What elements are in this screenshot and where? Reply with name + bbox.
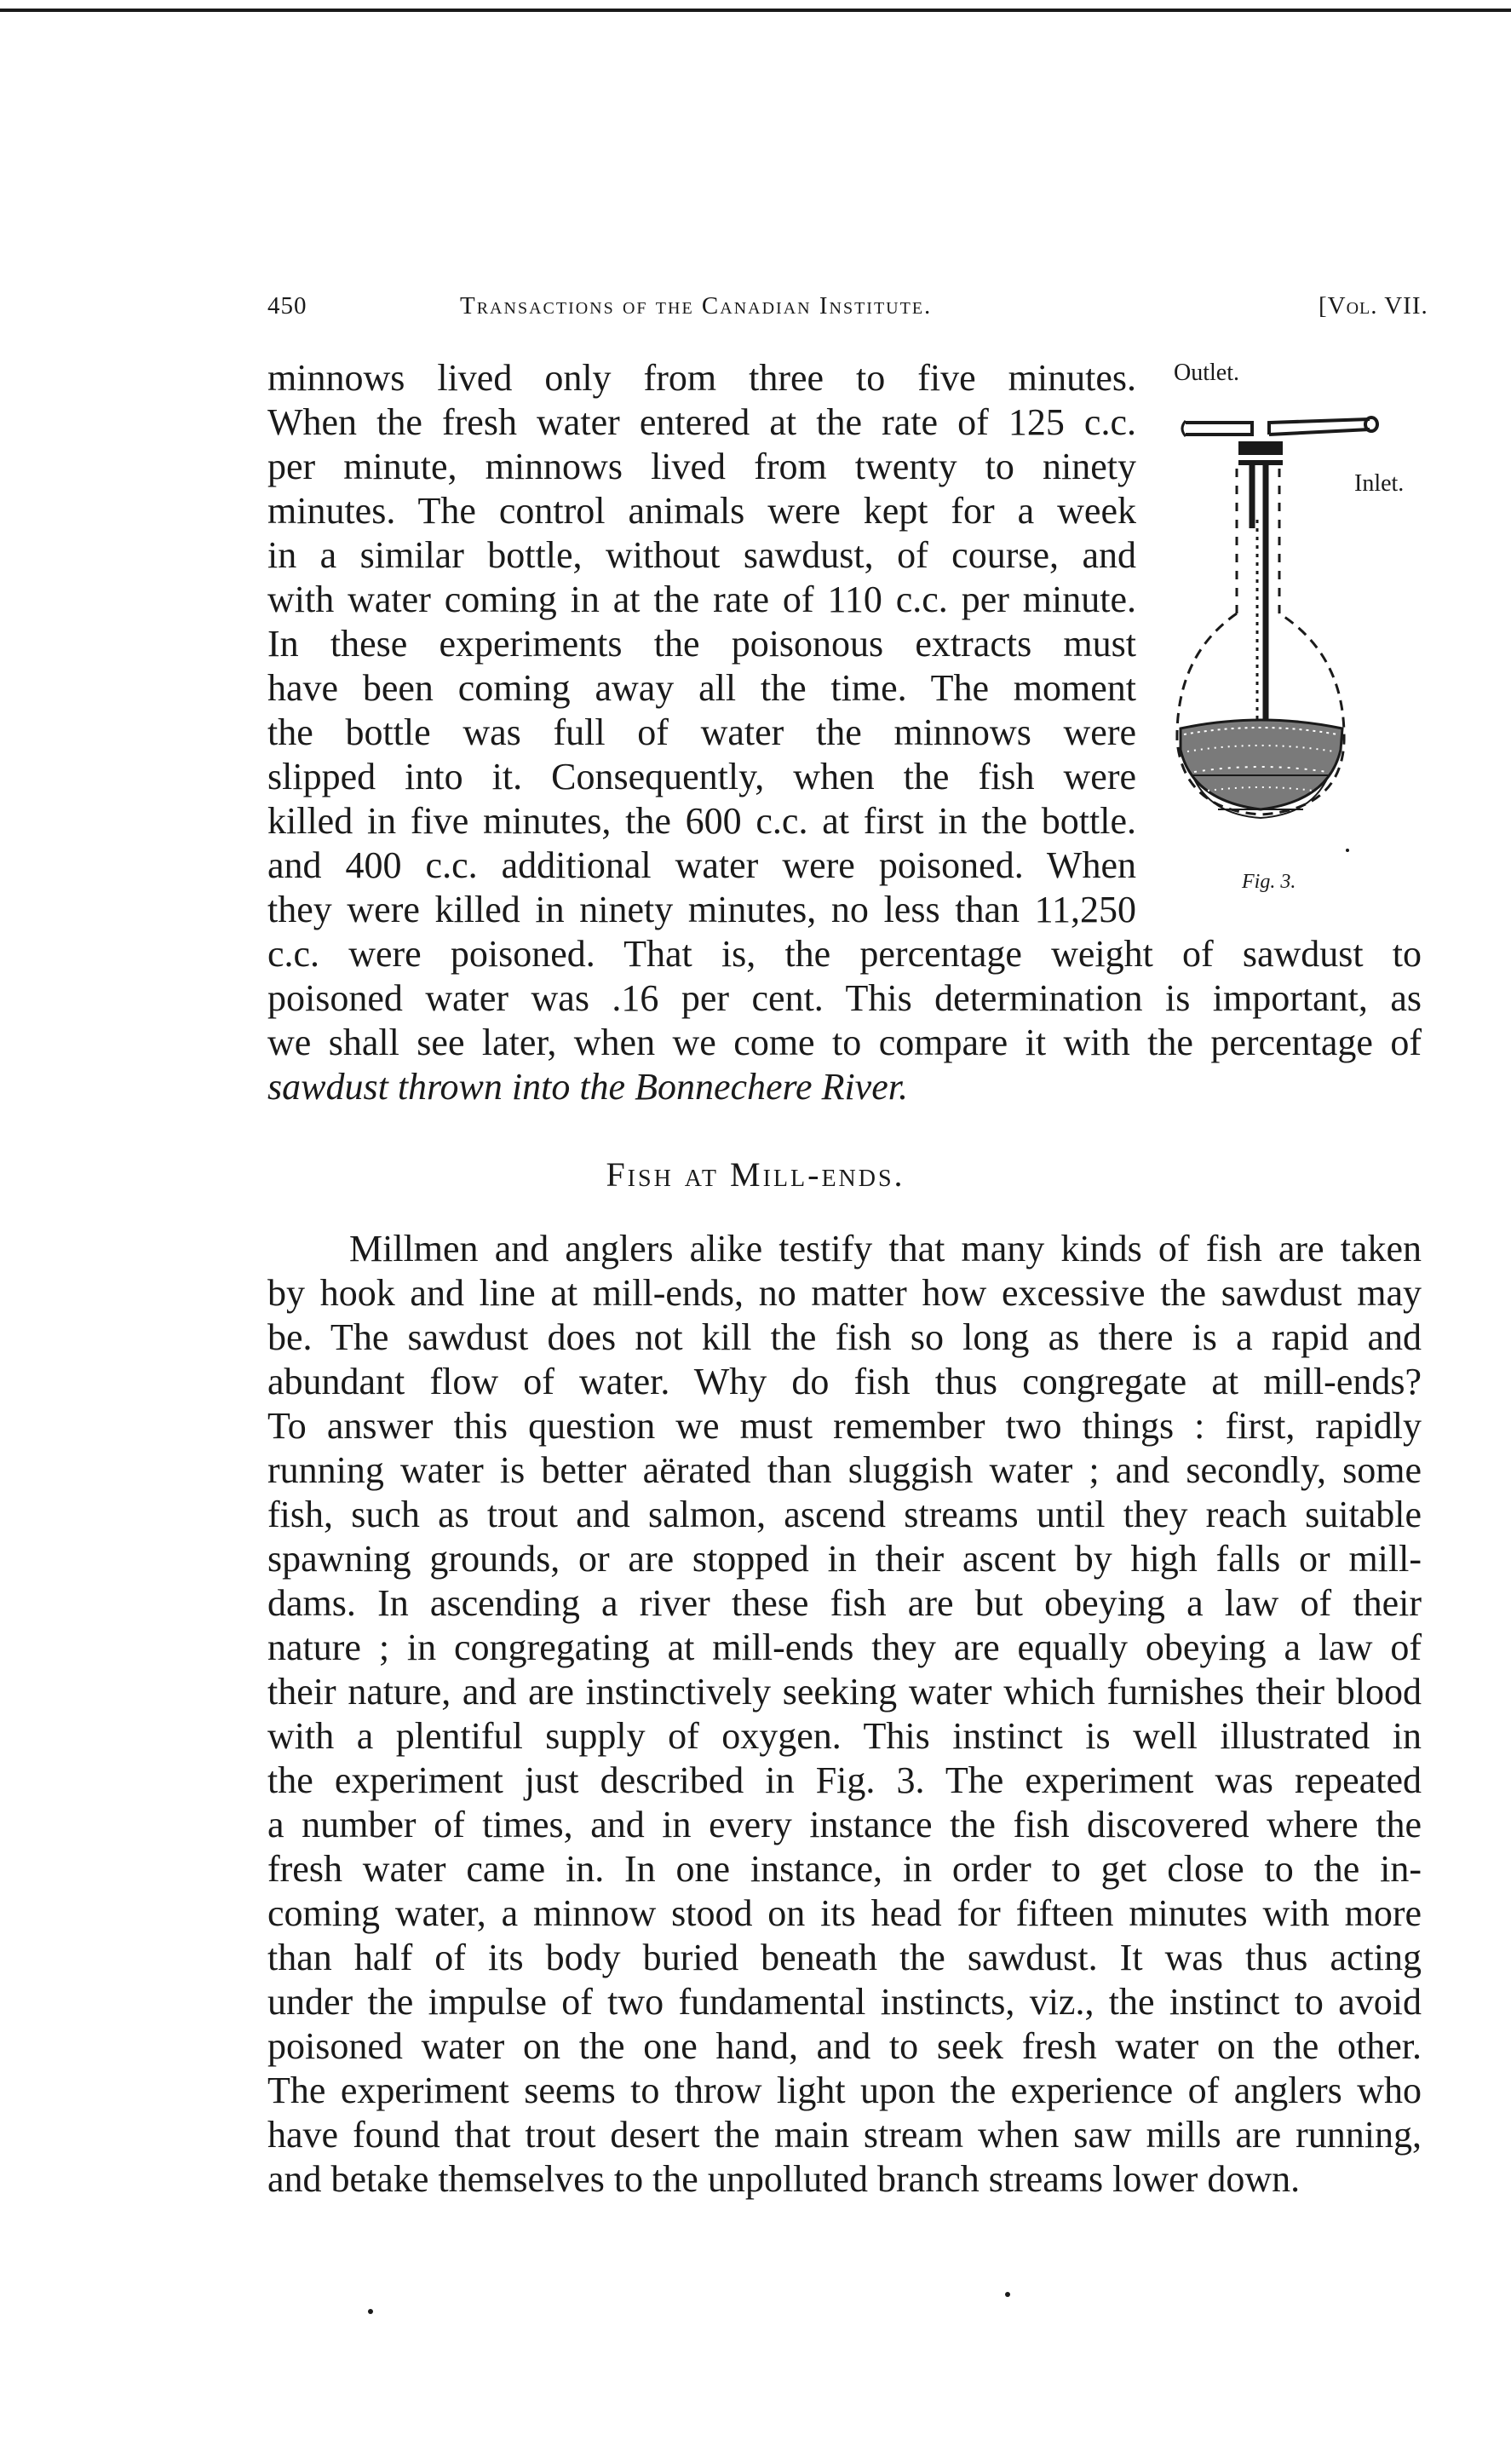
print-speck: [1005, 2292, 1010, 2297]
inlet-label: Inlet.: [1354, 470, 1405, 497]
text-line: by hook and line at mill-ends, no matter how excessive the sawdust may: [267, 1272, 1422, 1314]
text-line: with water coming in at the rate of 110 c.c. per minute.: [267, 579, 1136, 620]
text-line: a number of times, and in every instance the fish discovered where the: [267, 1804, 1422, 1845]
text-line: poisoned water was .16 per cent. This determination is important, as: [267, 977, 1422, 1019]
text-line: poisoned water on the one hand, and to seek fresh water on the other.: [267, 2025, 1422, 2067]
section-heading: Fish at Mill-ends.: [606, 1155, 905, 1194]
text-line: c.c. were poisoned. That is, the percentage weight of sawdust to: [267, 933, 1422, 975]
text-line: To answer this question we must remember two things : first, rapidly: [267, 1405, 1422, 1447]
text-line: running water is better aërated than sluggish water ; and secondly, some: [267, 1449, 1422, 1491]
text-line: Millmen and anglers alike testify that many kinds of fish are taken: [349, 1228, 1422, 1269]
text-line: per minute, minnows lived from twenty to ninety: [267, 446, 1136, 487]
text-line: spawning grounds, or are stopped in their ascent by high falls or mill-: [267, 1538, 1422, 1580]
text-line: under the impulse of two fundamental instincts, viz., the instinct to avoid: [267, 1981, 1422, 2023]
text-line: killed in five minutes, the 600 c.c. at first in the bottle.: [267, 800, 1136, 842]
text-line: with a plentiful supply of oxygen. This instinct is well illustrated in: [267, 1715, 1422, 1757]
figure-caption: Fig. 3.: [1242, 871, 1296, 893]
text-line: fish, such as trout and salmon, ascend streams until they reach suitable: [267, 1494, 1422, 1535]
text-line: their nature, and are instinctively seeking water which furnishes their blood: [267, 1671, 1422, 1713]
text-line: abundant flow of water. Why do fish thus congregate at mill-ends?: [267, 1361, 1422, 1402]
print-speck: [368, 2309, 373, 2314]
text-line: they were killed in ninety minutes, no less than 11,250: [267, 889, 1136, 930]
text-line: nature ; in congregating at mill-ends they are equally obeying a law of: [267, 1626, 1422, 1668]
text-line: the bottle was full of water the minnows were: [267, 711, 1136, 753]
text-line: When the fresh water entered at the rate of 125 c.c.: [267, 401, 1136, 443]
text-line: have found that trout desert the main stream when saw mills are running,: [267, 2114, 1422, 2156]
text-line: coming water, a minnow stood on its head for fifteen minutes with more: [267, 1892, 1422, 1934]
text-line: dams. In ascending a river these fish are but obeying a law of their: [267, 1582, 1422, 1624]
text-line: The experiment seems to throw light upon the experience of anglers who: [267, 2070, 1422, 2111]
text-line: the experiment just described in Fig. 3. The experiment was repeated: [267, 1759, 1422, 1801]
text-line: minutes. The control animals were kept for a week: [267, 490, 1136, 532]
page-number: 450: [267, 292, 307, 320]
text-line: slipped into it. Consequently, when the fish were: [267, 756, 1136, 797]
flask-apparatus-illustration: [1167, 400, 1422, 861]
text-line: sawdust thrown into the Bonnechere River.: [267, 1066, 908, 1108]
text-line: than half of its body buried beneath the sawdust. It was thus acting: [267, 1937, 1422, 1978]
text-line: minnows lived only from three to five minutes.: [267, 357, 1136, 399]
print-speck: [1346, 849, 1349, 852]
text-line: and 400 c.c. additional water were poisoned. When: [267, 844, 1136, 886]
text-line: and betake themselves to the unpolluted branch streams lower down.: [267, 2158, 1301, 2200]
volume-label: [Vol. VII.: [1319, 292, 1428, 320]
text-line: be. The sawdust does not kill the fish so long as there is a rapid and: [267, 1316, 1422, 1358]
text-line: we shall see later, when we come to compare it with the percentage of: [267, 1022, 1422, 1063]
text-line: have been coming away all the time. The moment: [267, 667, 1136, 709]
text-line: in a similar bottle, without sawdust, of course, and: [267, 534, 1136, 576]
text-line: In these experiments the poisonous extracts must: [267, 623, 1136, 665]
running-title: Transactions of the Canadian Institute.: [460, 292, 933, 320]
text-line: fresh water came in. In one instance, in order to get close to the in-: [267, 1848, 1422, 1890]
top-border-line: [0, 9, 1511, 12]
outlet-label: Outlet.: [1174, 360, 1239, 386]
